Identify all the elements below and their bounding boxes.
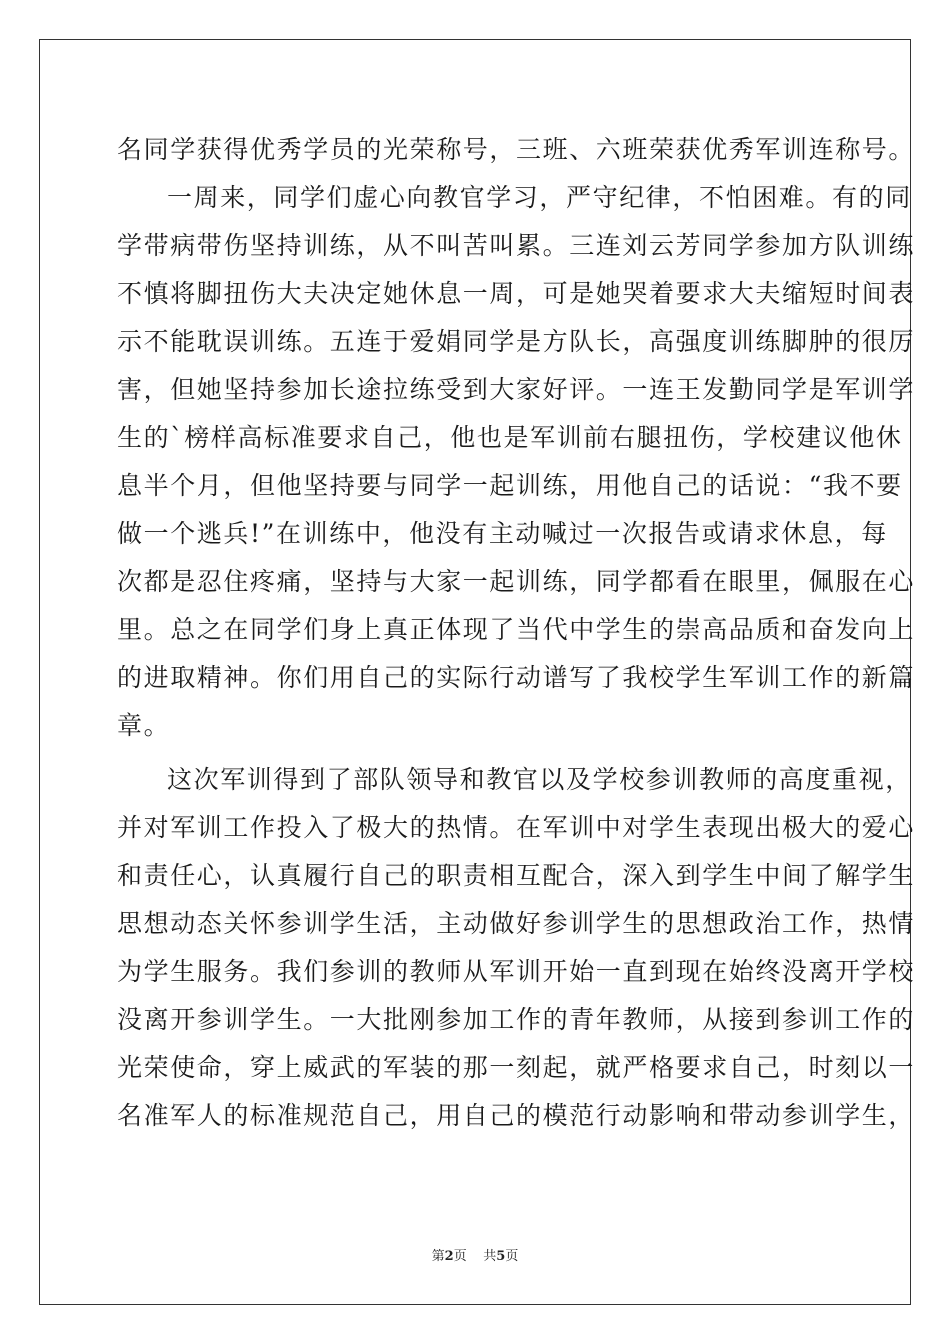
text-line: 章。 [117, 711, 171, 740]
text-line: 没离开参训学生。一大批刚参加工作的青年教师，从接到参训工作的 [117, 1005, 916, 1034]
page-prefix: 第 [431, 1249, 445, 1264]
text-line: 害，但她坚持参加长途拉练受到大家好评。一连王发勤同学是军训学 [117, 375, 916, 404]
total-suffix: 页 [505, 1249, 519, 1264]
text-line: 这次军训得到了部队领导和教官以及学校参训教师的高度重视， [167, 765, 912, 794]
text-line: 息半个月，但他坚持要与同学一起训练，用他自己的话说：“我不要 [117, 471, 903, 500]
text-line: 次都是忍住疼痛，坚持与大家一起训练，同学都看在眼里，佩服在心 [117, 567, 916, 596]
text-line: 并对军训工作投入了极大的热情。在军训中对学生表现出极大的爱心 [117, 813, 916, 842]
text-line: 生的`榜样高标准要求自己，他也是军训前右腿扭伤，学校建议他休 [117, 423, 903, 452]
text-line: 思想动态关怀参训学生活，主动做好参训学生的思想政治工作，热情 [117, 909, 916, 938]
text-line: 和责任心，认真履行自己的职责相互配合，深入到学生中间了解学生 [117, 861, 916, 890]
text-line: 一周来，同学们虚心向教官学习，严守纪律，不怕困难。有的同 [167, 183, 912, 212]
text-line: 名准军人的标准规范自己，用自己的模范行动影响和带动参训学生， [117, 1101, 916, 1130]
page-suffix: 页 [453, 1249, 467, 1264]
text-line: 不慎将脚扭伤大夫决定她休息一周，可是她哭着要求大夫缩短时间表 [117, 279, 916, 308]
page-footer [0, 1245, 950, 1264]
text-line: 名同学获得优秀学员的光荣称号，三班、六班荣获优秀军训连称号。 [117, 135, 916, 164]
total-pages: 5 [496, 1249, 506, 1264]
text-line: 里。总之在同学们身上真正体现了当代中学生的崇高品质和奋发向上 [117, 615, 916, 644]
page-number: 2 [444, 1249, 454, 1264]
text-line: 的进取精神。你们用自己的实际行动谱写了我校学生军训工作的新篇 [117, 663, 916, 692]
text-line: 示不能耽误训练。五连于爱娟同学是方队长，高强度训练脚肿的很厉 [117, 327, 916, 356]
text-line: 光荣使命，穿上威武的军装的那一刻起，就严格要求自己，时刻以一 [117, 1053, 916, 1082]
text-line: 做一个逃兵!”在训练中，他没有主动喊过一次报告或请求休息，每 [117, 519, 888, 548]
total-prefix: 共 [483, 1249, 497, 1264]
text-line: 学带病带伤坚持训练，从不叫苦叫累。三连刘云芳同学参加方队训练 [117, 231, 916, 260]
text-line: 为学生服务。我们参训的教师从军训开始一直到现在始终没离开学校 [117, 957, 916, 986]
